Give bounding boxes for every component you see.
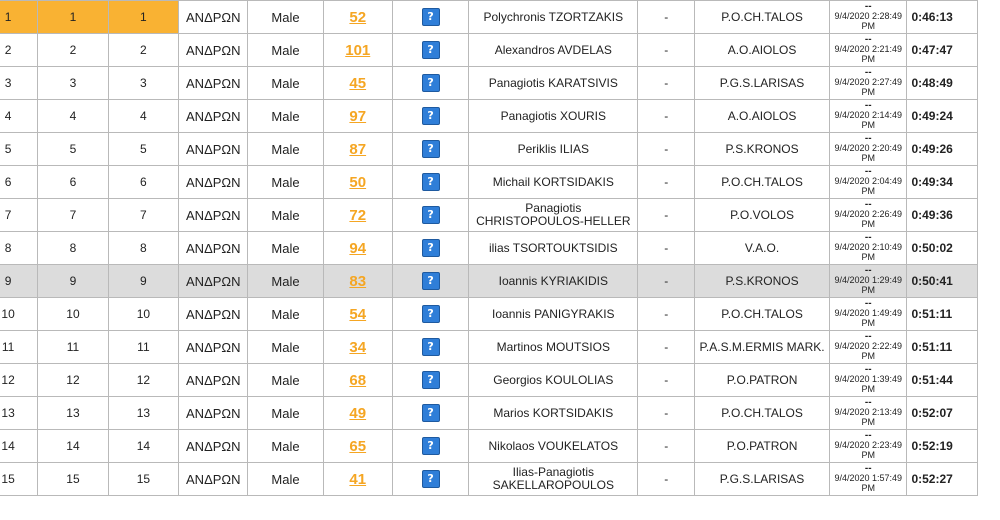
club-name: A.O.AIOLOS <box>695 100 830 133</box>
time-prefix: -- <box>864 298 872 309</box>
gender: Male <box>248 298 323 331</box>
table-row[interactable] <box>0 331 978 364</box>
question-icon[interactable]: ? <box>422 437 440 455</box>
timestamp: 9/4/2020 2:10:49 PM <box>834 242 902 262</box>
bib-number-link[interactable]: 54 <box>349 305 367 323</box>
question-icon[interactable]: ? <box>422 107 440 125</box>
finish-time: 0:51:11 <box>907 331 978 364</box>
gender: Male <box>248 133 323 166</box>
details-cell <box>392 364 468 397</box>
timestamp-cell <box>830 430 907 463</box>
bib-cell <box>323 331 392 364</box>
bib-cell <box>323 199 392 232</box>
gender: Male <box>248 67 323 100</box>
timestamp: 9/4/2020 2:04:49 PM <box>834 176 902 196</box>
overall-position: 12 <box>0 364 38 397</box>
question-icon[interactable]: ? <box>422 74 440 92</box>
question-icon[interactable]: ? <box>422 305 440 323</box>
time-prefix: -- <box>864 100 872 111</box>
timestamp: 9/4/2020 2:13:49 PM <box>834 407 902 427</box>
bib-number-link[interactable]: 68 <box>349 371 367 389</box>
category: ΑΝΔΡΩΝ <box>179 199 248 232</box>
category: ΑΝΔΡΩΝ <box>179 397 248 430</box>
timestamp: 9/4/2020 2:20:49 PM <box>834 143 902 163</box>
gender: Male <box>248 430 323 463</box>
question-icon[interactable]: ? <box>422 239 440 257</box>
table-row[interactable] <box>0 265 978 298</box>
category: ΑΝΔΡΩΝ <box>179 1 248 34</box>
separator-dash: - <box>638 463 695 496</box>
athlete-name: Michail KORTSIDAKIS <box>469 166 638 199</box>
details-cell <box>392 100 468 133</box>
timestamp: 9/4/2020 1:57:49 PM <box>834 473 902 493</box>
question-icon[interactable]: ? <box>422 470 440 488</box>
gender-position: 12 <box>38 364 108 397</box>
club-name: P.A.S.M.ERMIS MARK. <box>695 331 830 364</box>
overall-position: 4 <box>0 100 38 133</box>
bib-cell <box>323 1 392 34</box>
separator-dash: - <box>638 1 695 34</box>
overall-position: 15 <box>0 463 38 496</box>
athlete-name: Martinos MOUTSIOS <box>469 331 638 364</box>
category: ΑΝΔΡΩΝ <box>179 133 248 166</box>
gender-position: 5 <box>38 133 108 166</box>
gender: Male <box>248 166 323 199</box>
question-icon[interactable]: ? <box>422 173 440 191</box>
gender: Male <box>248 199 323 232</box>
athlete-name: Nikolaos VOUKELATOS <box>469 430 638 463</box>
table-row[interactable] <box>0 100 978 133</box>
category: ΑΝΔΡΩΝ <box>179 463 248 496</box>
question-icon[interactable]: ? <box>422 404 440 422</box>
time-prefix: -- <box>864 265 872 276</box>
bib-number-link[interactable]: 34 <box>349 338 367 356</box>
bib-cell <box>323 430 392 463</box>
athlete-name: Alexandros AVDELAS <box>469 34 638 67</box>
club-name: P.O.CH.TALOS <box>695 397 830 430</box>
category: ΑΝΔΡΩΝ <box>179 67 248 100</box>
club-name: V.A.O. <box>695 232 830 265</box>
details-cell <box>392 463 468 496</box>
details-cell <box>392 1 468 34</box>
category-position: 5 <box>108 133 178 166</box>
club-name: P.S.KRONOS <box>695 265 830 298</box>
category-position: 6 <box>108 166 178 199</box>
overall-position: 2 <box>0 34 38 67</box>
time-prefix: -- <box>864 133 872 144</box>
timestamp: 9/4/2020 2:28:49 PM <box>834 11 902 31</box>
gender: Male <box>248 397 323 430</box>
club-name: P.O.PATRON <box>695 364 830 397</box>
timestamp: 9/4/2020 1:39:49 PM <box>834 374 902 394</box>
finish-time: 0:48:49 <box>907 67 978 100</box>
time-prefix: -- <box>864 199 872 210</box>
separator-dash: - <box>638 298 695 331</box>
gender-position: 4 <box>38 100 108 133</box>
bib-cell <box>323 298 392 331</box>
details-cell <box>392 265 468 298</box>
timestamp: 9/4/2020 2:23:49 PM <box>834 440 902 460</box>
table-row[interactable] <box>0 199 978 232</box>
club-name: P.O.PATRON <box>695 430 830 463</box>
time-prefix: -- <box>864 166 872 177</box>
timestamp: 9/4/2020 2:27:49 PM <box>834 77 902 97</box>
bib-cell <box>323 364 392 397</box>
overall-position: 5 <box>0 133 38 166</box>
overall-position: 10 <box>0 298 38 331</box>
bib-number-link[interactable]: 41 <box>349 470 367 488</box>
bib-cell <box>323 463 392 496</box>
gender: Male <box>248 331 323 364</box>
separator-dash: - <box>638 199 695 232</box>
category: ΑΝΔΡΩΝ <box>179 430 248 463</box>
timestamp-cell <box>830 67 907 100</box>
gender: Male <box>248 34 323 67</box>
overall-position: 11 <box>0 331 38 364</box>
separator-dash: - <box>638 67 695 100</box>
table-row[interactable] <box>0 1 978 34</box>
gender-position: 1 <box>38 1 108 34</box>
finish-time: 0:51:11 <box>907 298 978 331</box>
timestamp-cell <box>830 232 907 265</box>
finish-time: 0:52:19 <box>907 430 978 463</box>
bib-number-link[interactable]: 83 <box>349 272 367 290</box>
timestamp-cell <box>830 133 907 166</box>
details-cell <box>392 34 468 67</box>
bib-number-link[interactable]: 87 <box>349 140 367 158</box>
gender-position: 14 <box>38 430 108 463</box>
finish-time: 0:50:02 <box>907 232 978 265</box>
gender: Male <box>248 100 323 133</box>
timestamp-cell <box>830 298 907 331</box>
time-prefix: -- <box>864 463 872 474</box>
gender-position: 7 <box>38 199 108 232</box>
category: ΑΝΔΡΩΝ <box>179 265 248 298</box>
category-position: 8 <box>108 232 178 265</box>
finish-time: 0:50:41 <box>907 265 978 298</box>
club-name: A.O.AIOLOS <box>695 34 830 67</box>
club-name: P.O.CH.TALOS <box>695 166 830 199</box>
bib-number-link[interactable]: 101 <box>345 41 371 59</box>
gender: Male <box>248 232 323 265</box>
finish-time: 0:49:36 <box>907 199 978 232</box>
time-prefix: -- <box>864 34 872 45</box>
athlete-name: Ilias-Panagiotis SAKELLAROPOULOS <box>469 463 638 496</box>
category-position: 2 <box>108 34 178 67</box>
bib-number-link[interactable]: 52 <box>349 8 367 26</box>
bib-number-link[interactable]: 65 <box>349 437 367 455</box>
finish-time: 0:47:47 <box>907 34 978 67</box>
category-position: 7 <box>108 199 178 232</box>
details-cell <box>392 232 468 265</box>
details-cell <box>392 430 468 463</box>
club-name: P.G.S.LARISAS <box>695 463 830 496</box>
category-position: 1 <box>108 1 178 34</box>
category-position: 3 <box>108 67 178 100</box>
details-cell <box>392 133 468 166</box>
table-row[interactable] <box>0 133 978 166</box>
category: ΑΝΔΡΩΝ <box>179 232 248 265</box>
finish-time: 0:52:27 <box>907 463 978 496</box>
bib-number-link[interactable]: 97 <box>349 107 367 125</box>
finish-time: 0:52:07 <box>907 397 978 430</box>
table-row[interactable] <box>0 232 978 265</box>
timestamp: 9/4/2020 2:22:49 PM <box>834 341 902 361</box>
athlete-name: Panagiotis KARATSIVIS <box>469 67 638 100</box>
club-name: P.O.CH.TALOS <box>695 1 830 34</box>
finish-time: 0:51:44 <box>907 364 978 397</box>
timestamp-cell <box>830 463 907 496</box>
timestamp-cell <box>830 199 907 232</box>
details-cell <box>392 67 468 100</box>
bib-cell <box>323 265 392 298</box>
overall-position: 6 <box>0 166 38 199</box>
details-cell <box>392 298 468 331</box>
category-position: 13 <box>108 397 178 430</box>
gender: Male <box>248 265 323 298</box>
category: ΑΝΔΡΩΝ <box>179 34 248 67</box>
category: ΑΝΔΡΩΝ <box>179 166 248 199</box>
category-position: 14 <box>108 430 178 463</box>
overall-position: 3 <box>0 67 38 100</box>
question-icon[interactable]: ? <box>422 140 440 158</box>
table-row[interactable] <box>0 298 978 331</box>
table-row[interactable] <box>0 67 978 100</box>
time-prefix: -- <box>864 364 872 375</box>
timestamp-cell <box>830 166 907 199</box>
category-position: 12 <box>108 364 178 397</box>
bib-number-link[interactable]: 45 <box>349 74 367 92</box>
question-icon[interactable]: ? <box>422 272 440 290</box>
gender-position: 15 <box>38 463 108 496</box>
category-position: 9 <box>108 265 178 298</box>
bib-number-link[interactable]: 50 <box>349 173 367 191</box>
overall-position: 1 <box>0 1 38 34</box>
results-rows <box>0 1 978 496</box>
athlete-name: Periklis ILIAS <box>469 133 638 166</box>
details-cell <box>392 397 468 430</box>
time-prefix: -- <box>864 397 872 408</box>
bib-number-link[interactable]: 94 <box>349 239 367 257</box>
time-prefix: -- <box>864 67 872 78</box>
bib-cell <box>323 166 392 199</box>
bib-number-link[interactable]: 72 <box>349 206 367 224</box>
overall-position: 7 <box>0 199 38 232</box>
athlete-name: Georgios KOULOLIAS <box>469 364 638 397</box>
club-name: P.S.KRONOS <box>695 133 830 166</box>
overall-position: 13 <box>0 397 38 430</box>
club-name: P.O.VOLOS <box>695 199 830 232</box>
gender-position: 13 <box>38 397 108 430</box>
time-prefix: -- <box>864 331 872 342</box>
category: ΑΝΔΡΩΝ <box>179 331 248 364</box>
bib-number-link[interactable]: 49 <box>349 404 367 422</box>
time-prefix: -- <box>864 232 872 243</box>
category-position: 11 <box>108 331 178 364</box>
gender-position: 8 <box>38 232 108 265</box>
bib-cell <box>323 67 392 100</box>
table-row[interactable] <box>0 397 978 430</box>
gender-position: 10 <box>38 298 108 331</box>
category: ΑΝΔΡΩΝ <box>179 298 248 331</box>
details-cell <box>392 166 468 199</box>
bib-cell <box>323 397 392 430</box>
club-name: P.O.CH.TALOS <box>695 298 830 331</box>
gender-position: 9 <box>38 265 108 298</box>
separator-dash: - <box>638 331 695 364</box>
category-position: 4 <box>108 100 178 133</box>
athlete-name: Ioannis PANIGYRAKIS <box>469 298 638 331</box>
separator-dash: - <box>638 430 695 463</box>
timestamp-cell <box>830 331 907 364</box>
athlete-name: Polychronis TZORTZAKIS <box>469 1 638 34</box>
separator-dash: - <box>638 397 695 430</box>
table-row[interactable] <box>0 34 978 67</box>
timestamp-cell <box>830 1 907 34</box>
bib-cell <box>323 232 392 265</box>
timestamp-cell <box>830 265 907 298</box>
separator-dash: - <box>638 34 695 67</box>
table-row[interactable] <box>0 463 978 496</box>
gender: Male <box>248 1 323 34</box>
gender-position: 11 <box>38 331 108 364</box>
question-icon[interactable]: ? <box>422 371 440 389</box>
overall-position: 9 <box>0 265 38 298</box>
finish-time: 0:49:34 <box>907 166 978 199</box>
timestamp: 9/4/2020 2:21:49 PM <box>834 44 902 64</box>
gender-position: 3 <box>38 67 108 100</box>
finish-time: 0:49:24 <box>907 100 978 133</box>
athlete-name: Ioannis KYRIAKIDIS <box>469 265 638 298</box>
finish-time: 0:49:26 <box>907 133 978 166</box>
timestamp-cell <box>830 34 907 67</box>
category: ΑΝΔΡΩΝ <box>179 364 248 397</box>
athlete-name: Marios KORTSIDAKIS <box>469 397 638 430</box>
gender-position: 6 <box>38 166 108 199</box>
athlete-name: ilias TSORTOUKTSIDIS <box>469 232 638 265</box>
separator-dash: - <box>638 133 695 166</box>
category-position: 15 <box>108 463 178 496</box>
separator-dash: - <box>638 364 695 397</box>
separator-dash: - <box>638 232 695 265</box>
timestamp: 9/4/2020 1:29:49 PM <box>834 275 902 295</box>
gender-position: 2 <box>38 34 108 67</box>
table-row[interactable] <box>0 364 978 397</box>
bib-cell <box>323 133 392 166</box>
question-icon[interactable]: ? <box>422 338 440 356</box>
timestamp: 9/4/2020 1:49:49 PM <box>834 308 902 328</box>
separator-dash: - <box>638 166 695 199</box>
athlete-name: Panagiotis CHRISTOPOULOS-HELLER <box>469 199 638 232</box>
separator-dash: - <box>638 100 695 133</box>
bib-cell <box>323 34 392 67</box>
category-position: 10 <box>108 298 178 331</box>
table-row[interactable] <box>0 166 978 199</box>
bib-cell <box>323 100 392 133</box>
gender: Male <box>248 463 323 496</box>
question-icon[interactable]: ? <box>422 206 440 224</box>
timestamp: 9/4/2020 2:26:49 PM <box>834 209 902 229</box>
gender: Male <box>248 364 323 397</box>
time-prefix: -- <box>864 430 872 441</box>
separator-dash: - <box>638 265 695 298</box>
question-icon[interactable]: ? <box>422 8 440 26</box>
overall-position: 8 <box>0 232 38 265</box>
timestamp-cell <box>830 100 907 133</box>
finish-time: 0:46:13 <box>907 1 978 34</box>
time-prefix: -- <box>864 1 872 12</box>
details-cell <box>392 199 468 232</box>
category: ΑΝΔΡΩΝ <box>179 100 248 133</box>
club-name: P.G.S.LARISAS <box>695 67 830 100</box>
overall-position: 14 <box>0 430 38 463</box>
timestamp-cell <box>830 397 907 430</box>
athlete-name: Panagiotis XOURIS <box>469 100 638 133</box>
timestamp: 9/4/2020 2:14:49 PM <box>834 110 902 130</box>
question-icon[interactable]: ? <box>422 41 440 59</box>
table-row[interactable] <box>0 430 978 463</box>
timestamp-cell <box>830 364 907 397</box>
details-cell <box>392 331 468 364</box>
